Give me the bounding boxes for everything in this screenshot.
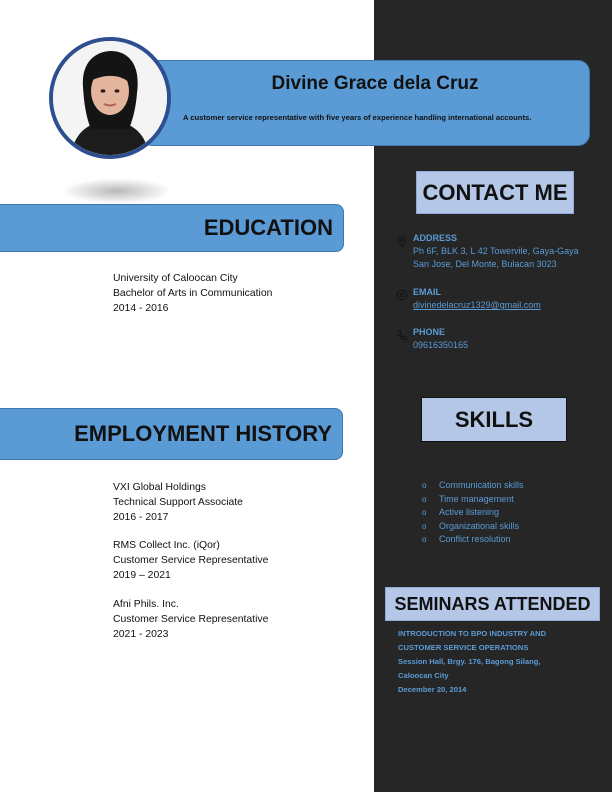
seminar-venue: Caloocan City [398,671,449,680]
seminar-title: INTRODUCTION TO BPO INDUSTRY AND [398,629,547,638]
job-years: 2019 – 2021 [113,570,171,581]
bullet-icon: o [422,494,427,504]
job-company: Afni Phils. Inc. [113,599,179,610]
job-entry [113,538,268,583]
job-years: 2021 - 2023 [113,629,169,640]
skills-list [422,479,524,547]
seminar-entry [398,627,546,697]
education-title: EDUCATION [203,215,333,240]
phone-label: PHONE [413,327,446,337]
list-item [422,533,524,547]
education-header-bar [0,204,344,252]
list-item [422,493,524,507]
seminar-title: CUSTOMER SERVICE OPERATIONS [398,643,529,652]
email-block [413,286,541,312]
address-block [413,232,579,271]
skill-label: Active listening [439,507,500,517]
job-years: 2016 - 2017 [113,512,169,523]
job-role: Technical Support Associate [113,497,243,508]
phone-block [413,326,468,352]
skill-label: Time management [439,493,514,504]
job-company: RMS Collect Inc. (iQor) [113,540,220,551]
header-banner [140,60,590,146]
full-name: Divine Grace dela Cruz [271,73,479,94]
list-item [422,520,524,534]
seminar-date: December 20, 2014 [398,685,467,694]
address-label: ADDRESS [413,233,458,243]
education-entry [113,271,272,316]
job-entry [113,480,243,525]
bullet-icon: o [422,521,427,531]
skill-label: Organizational skills [439,520,520,531]
school-name: University of Caloocan City [113,273,238,284]
contact-heading: CONTACT ME [416,171,574,214]
phone-icon [396,329,408,341]
job-entry [113,597,268,642]
job-company: VXI Global Holdings [113,482,206,493]
at-sign-icon [396,289,408,301]
phone-number[interactable]: 09616350165 [413,340,469,350]
bullet-icon: o [422,508,427,517]
list-item [422,506,524,520]
email-link[interactable]: divinedelacruz1329@gmail.com [413,300,541,310]
bullet-icon: o [422,481,427,490]
tagline: A customer service representative with five years of experience handling international accounts. [183,113,532,122]
profile-photo [49,37,171,159]
portrait-icon [53,41,167,155]
education-years: 2014 - 2016 [113,303,169,314]
employment-header-bar [0,408,343,460]
list-item [422,479,524,493]
employment-title: EMPLOYMENT HISTORY [74,421,332,446]
bullet-icon: o [422,535,427,544]
address-line: Ph 6F, BLK 3, L 42 Towervile, Gaya-Gaya [413,246,579,256]
job-role: Customer Service Representative [113,555,269,566]
seminars-heading: SEMINARS ATTENDED [385,587,600,621]
skill-label: Conflict resolution [439,534,511,544]
email-label: EMAIL [413,287,441,297]
address-line: San Jose, Del Monte, Bulacan 3023 [413,259,557,269]
skills-heading: SKILLS [421,397,567,442]
job-role: Customer Service Representative [113,614,269,625]
degree: Bachelor of Arts in Communication [113,288,273,299]
photo-shadow [62,178,172,204]
skill-label: Communication skills [439,480,524,490]
location-pin-icon [396,235,408,247]
seminar-venue: Session Hall, Brgy. 176, Bagong Silang, [398,657,541,666]
